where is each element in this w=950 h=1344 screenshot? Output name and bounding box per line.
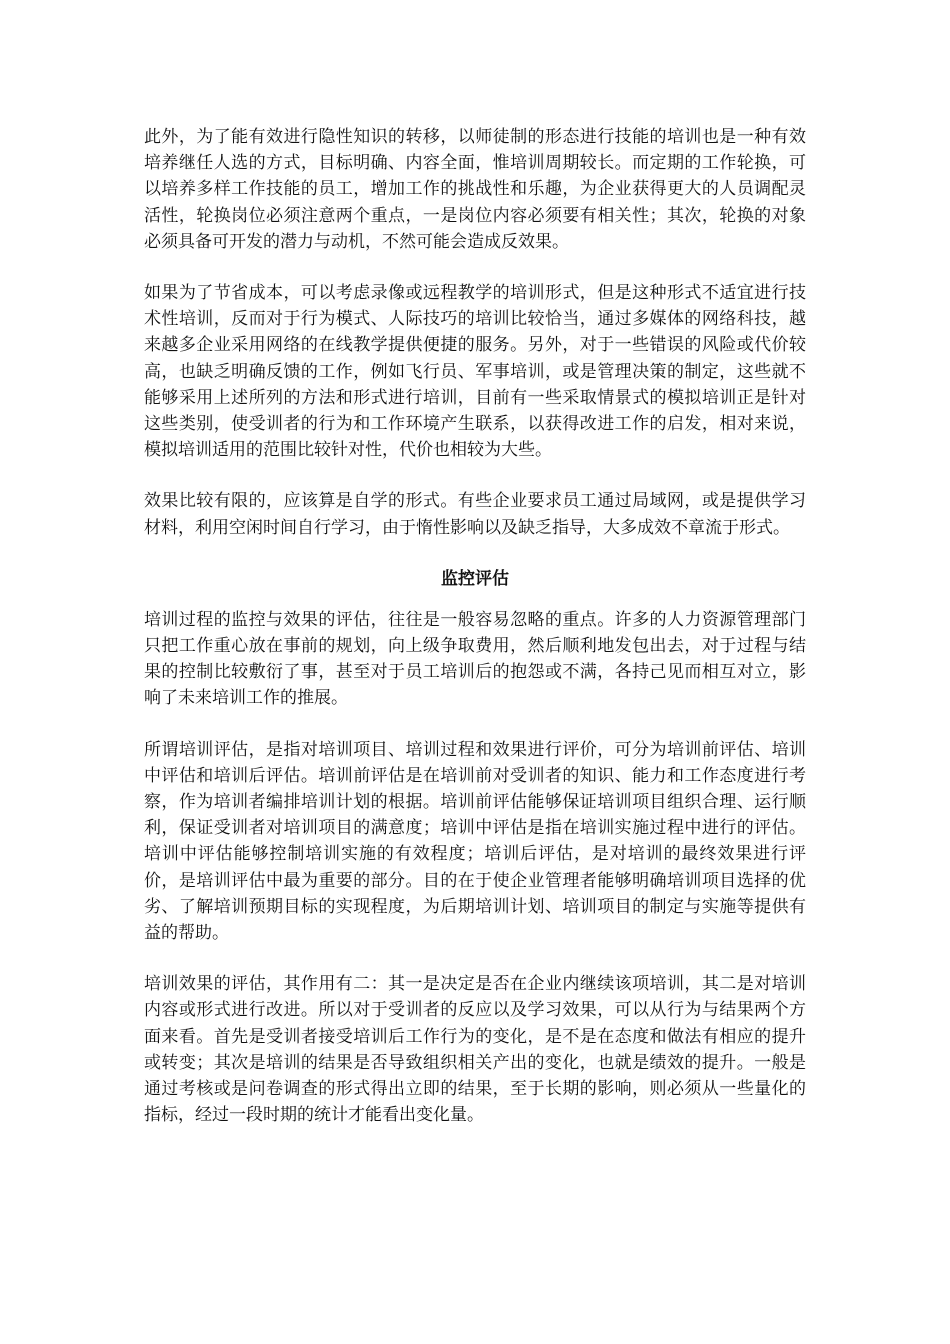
paragraph-remote-training: 如果为了节省成本，可以考虑录像或远程教学的培训形式，但是这种形式不适宜进行技术性培训，反而对于行为模式、人际技巧的培训比较恰当，通过多媒体的网络科技，越来越多企业采用网络的在线教学提供便捷的服务。另外，对于一些错误的风险或代价较高，也缺乏明确反馈的工作，例如飞行员、军事培训，或是管理决策的制定，这些就不能够采用上述所列的方法和形式进行培训，目前有一些采取情景式的模拟培训正是针对这些类别，使受训者的行为和工作环境产生联系，以获得改进工作的启发，相对来说，模拟培训适用的范围比较针对性，代价也相较为大些。 bbox=[144, 283, 806, 461]
paragraph-monitoring: 培训过程的监控与效果的评估，往往是一般容易忽略的重点。许多的人力资源管理部门只把工作重心放在事前的规划，向上级争取费用，然后顺利地发包出去，对于过程与结果的控制比较敷衍了事，甚至对于员工培训后的抱怨或不满，各持己见而相互对立，影响了未来培训工作的推展。 bbox=[144, 609, 806, 709]
paragraph-training-evaluation: 所谓培训评估，是指对培训项目、培训过程和效果进行评价，可分为培训前评估、培训中评估和培训后评估。培训前评估是在培训前对受训者的知识、能力和工作态度进行考察，作为培训者编排培训计划的根据。培训前评估能够保证培训项目组织合理、运行顺利，保证受训者对培训项目的满意度；培训中评估是指在培训实施过程中进行的评估。培训中评估能够控制培训实施的有效程度；培训后评估，是对培训的最终效果进行评价，是培训评估中最为重要的部分。目的在于使企业管理者能够明确培训项目选择的优劣、了解培训预期目标的实现程度，为后期培训计划、培训项目的制定与实施等提供有益的帮助。 bbox=[144, 739, 806, 944]
paragraph-self-study: 效果比较有限的，应该算是自学的形式。有些企业要求员工通过局域网，或是提供学习材料，利用空闲时间自行学习，由于惰性影响以及缺乏指导，大多成效不章流于形式。 bbox=[144, 491, 806, 538]
paragraph-mentorship-rotation: 此外，为了能有效进行隐性知识的转移，以师徒制的形态进行技能的培训也是一种有效培养继任人选的方式，目标明确、内容全面，惟培训周期较长。而定期的工作轮换，可以培养多样工作技能的员工，增加工作的挑战性和乐趣，为企业获得更大的人员调配灵活性，轮换岗位必须注意两个重点，一是岗位内容必须要有相关性；其次，轮换的对象必须具备可开发的潜力与动机，不然可能会造成反效果。 bbox=[144, 127, 806, 252]
section-heading: 监控评估 bbox=[441, 568, 509, 589]
paragraph-effect-evaluation: 培训效果的评估，其作用有二：其一是决定是否在企业内继续该项培训，其二是对培训内容或形式进行改进。所以对于受训者的反应以及学习效果，可以从行为与结果两个方面来看。首先是受训者接受培训后工作行为的变化，是不是在态度和做法有相应的提升或转变；其次是培训的结果是否导致组织相关产出的变化，也就是绩效的提升。一般是通过考核或是问卷调查的形式得出立即的结果，至于长期的影响，则必须从一些量化的指标，经过一段时期的统计才能看出变化量。 bbox=[144, 974, 806, 1126]
document-body bbox=[144, 124, 806, 1154]
